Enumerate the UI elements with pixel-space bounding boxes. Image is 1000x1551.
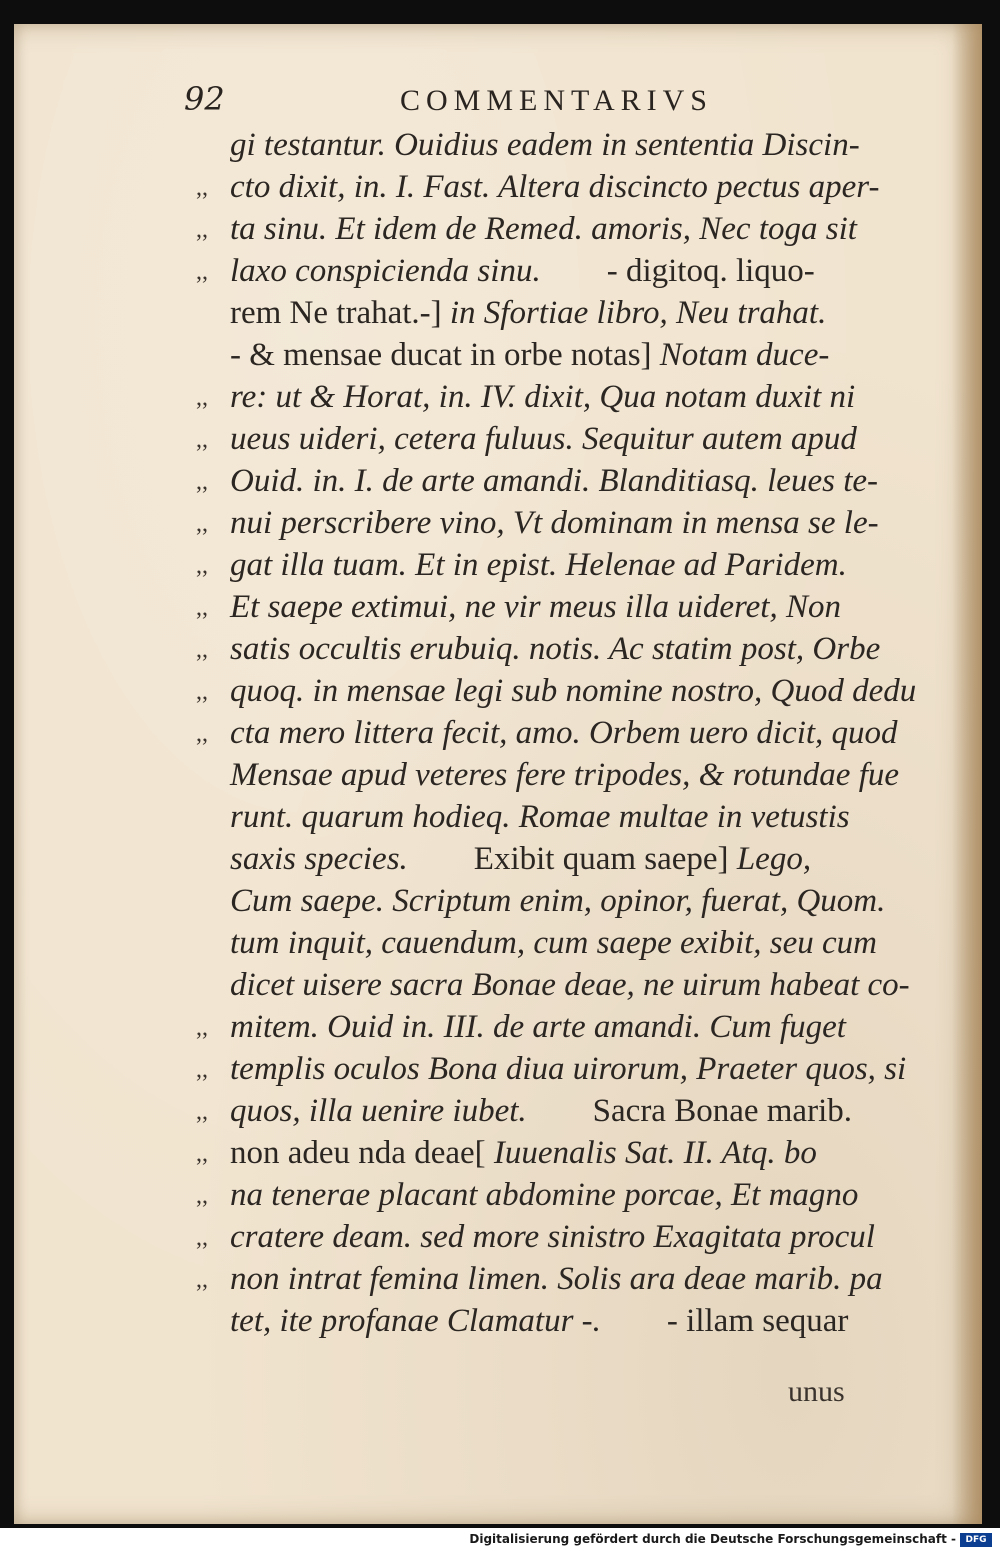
running-head: COMMENTARIVS [400,84,713,117]
margin-quote-mark: ,, [196,1225,208,1251]
margin-quote-mark: ,, [196,1183,208,1209]
page-edge-shadow [952,24,982,1524]
catchword: unus [788,1375,845,1408]
page-number: 92 [184,80,225,118]
margin-quote-mark: ,, [196,721,208,747]
italic-text: mitem. Ouid in. III. de arte amandi. Cum fuget [230,1009,846,1045]
italic-text: na tenerae placant abdomine porcae, Et magno [230,1177,859,1213]
dfg-logo: DFG [960,1533,992,1547]
italic-text: quoq. in mensae legi sub nomine nostro, Quod dedu [230,673,917,709]
text-line [230,755,940,795]
roman-lemma: - & mensae ducat in orbe notas] [230,337,652,373]
text-line [230,839,940,879]
margin-quote-mark: ,, [196,1099,208,1125]
italic-text: ueus uideri, cetera fuluus. Sequitur autem apud [230,421,857,457]
text-line [230,965,940,1005]
roman-lemma: - digitoq. liquo- [606,253,815,289]
italic-text: cta mero littera fecit, amo. Orbem uero dicit, quod [230,715,898,751]
margin-quote-mark: ,, [196,175,208,201]
text-line [230,881,940,921]
italic-text: nui perscribere vino, Vt dominam in mensa se le- [230,505,879,541]
text-line [230,671,940,711]
text-line [230,629,940,669]
text-line [230,251,940,291]
italic-text: ta sinu. Et idem de Remed. amoris, Nec toga sit [230,211,857,247]
text-line [230,1301,940,1341]
margin-quote-mark: ,, [196,427,208,453]
italic-text: Iuuenalis Sat. II. Atq. bo [485,1135,817,1171]
roman-lemma: - illam sequar [666,1303,849,1339]
text-line [230,923,940,963]
italic-text: templis oculos Bona diua uirorum, Praeter quos, si [230,1051,907,1087]
italic-text: Et saepe extimui, ne vir meus illa uideret, Non [230,589,841,625]
italic-text: gi testantur. Ouidius eadem in sententia Discin- [230,127,860,163]
italic-text: non intrat femina limen. Solis ara deae marib. pa [230,1261,883,1297]
roman-lemma: Sacra Bonae marib. [592,1093,852,1129]
margin-quote-mark: ,, [196,511,208,537]
text-line [230,1049,940,1089]
italic-text: satis occultis erubuiq. notis. Ac statim post, Orbe [230,631,881,667]
text-line [230,1175,940,1215]
italic-text: Ouid. in. I. de arte amandi. Blanditiasq. leues te- [230,463,878,499]
margin-quote-mark: ,, [196,1057,208,1083]
text-line [230,461,940,501]
italic-text: tet, ite profanae Clamatur -. [230,1303,601,1339]
margin-quote-mark: ,, [196,595,208,621]
roman-lemma: non adeu nda deae[ [230,1135,486,1171]
text-line [230,419,940,459]
margin-quote-mark: ,, [196,469,208,495]
italic-text: saxis species. [230,841,408,877]
italic-text: cratere deam. sed more sinistro Exagitata procul [230,1219,875,1255]
margin-quote-mark: ,, [196,553,208,579]
italic-text: re: ut & Horat, in. IV. dixit, Qua notam duxit ni [230,379,856,415]
digitization-footer [0,1528,1000,1551]
text-line [230,587,940,627]
margin-quote-mark: ,, [196,1141,208,1167]
margin-quote-mark: ,, [196,679,208,705]
italic-text: cto dixit, in. I. Fast. Altera discincto pectus aper- [230,169,880,205]
roman-lemma: Exibit quam saepe] [473,841,729,877]
text-line [230,797,940,837]
text-line [230,1007,940,1047]
text-line [230,1259,940,1299]
text-line [230,1133,940,1173]
text-line [230,209,940,249]
margin-quote-mark: ,, [196,259,208,285]
margin-quote-mark: ,, [196,217,208,243]
italic-text: runt. quarum hodieq. Romae multae in vetustis [230,799,850,835]
italic-text: Cum saepe. Scriptum enim, opinor, fuerat, Quom. [230,883,886,919]
italic-text: in Sfortiae libro, Neu trahat. [441,295,827,331]
italic-text: quos, illa uenire iubet. [230,1093,527,1129]
italic-text: dicet uisere sacra Bonae deae, ne uirum habeat co- [230,967,910,1003]
italic-text: tum inquit, cauendum, cum saepe exibit, seu cum [230,925,878,961]
roman-lemma: rem Ne trahat.-] [230,295,442,331]
text-line [230,335,940,375]
margin-quote-mark: ,, [196,1267,208,1293]
italic-text: Lego, [728,841,812,877]
text-line [230,125,940,165]
text-line [230,1091,940,1131]
italic-text: gat illa tuam. Et in epist. Helenae ad Paridem. [230,547,847,583]
text-line [230,293,940,333]
text-line [230,167,940,207]
text-line [230,503,940,543]
footer-credit: Digitalisierung gefördert durch die Deutsche Forschungsgemeinschaft - [469,1532,956,1546]
text-line [230,713,940,753]
text-line [230,1217,940,1257]
margin-quote-mark: ,, [196,385,208,411]
text-line [230,545,940,585]
italic-text: Notam duce- [651,337,830,373]
text-line [230,377,940,417]
italic-text: Mensae apud veteres fere tripodes, & rotundae fue [230,757,900,793]
italic-text: laxo conspicienda sinu. [230,253,541,289]
margin-quote-mark: ,, [196,1015,208,1041]
margin-quote-mark: ,, [196,637,208,663]
